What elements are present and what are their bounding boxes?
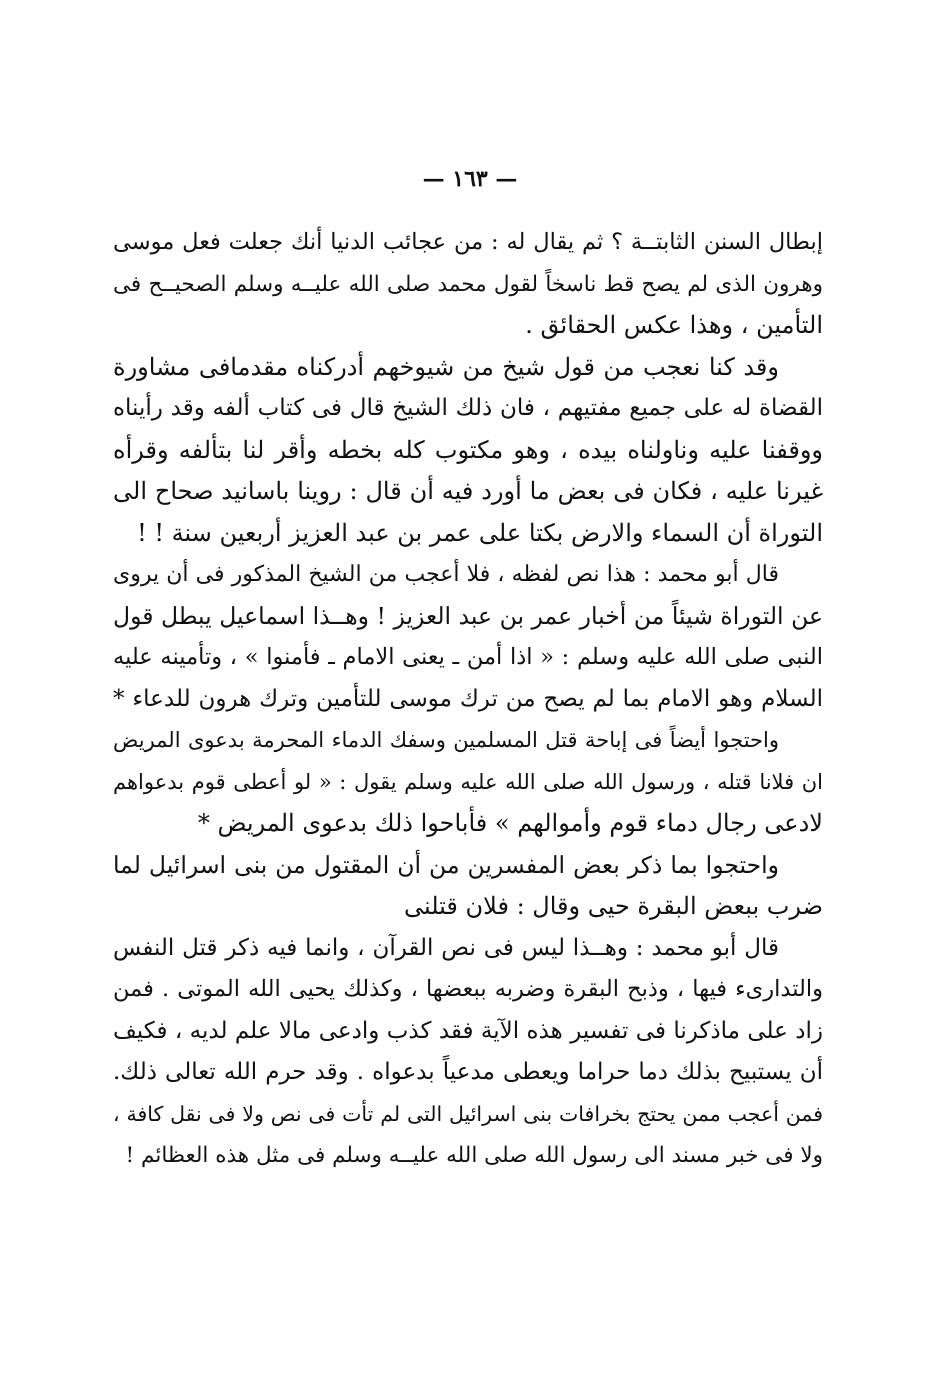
text-line: والتدارىء فيها ، وذبح البقرة وضربه ببعضها ، وكذلك يحيى الله الموتى . فمن xyxy=(113,976,823,1002)
text-line: ووقفنا عليه وناولناه بيده ، وهو مكتوب كله بخطه وأقر لنا بتألفه وقرأه xyxy=(113,435,823,464)
text-line: التوراة أن السماء والارض بكتا على عمر بن عبد العزيز أربعين سنة ! ! xyxy=(137,518,823,547)
text-line: عن التوراة شيئاً من أخبار عمر بن عبد العزيز ! وهــذا اسماعيل يبطل قول xyxy=(113,601,823,630)
text-line: قال أبو محمد : هذا نص لفظه ، فلا أعجب من الشيخ المذكور فى أن يروى xyxy=(113,562,779,587)
text-line: غيرنا عليه ، فكان فى بعض ما أورد فيه أن قال : روينا باسانيد صحاح الى xyxy=(113,477,823,505)
text-line: التأمين ، وهذا عكس الحقائق . xyxy=(525,311,823,339)
text-line: واحتجوا بما ذكر بعض المفسرين من أن المقتول من بنى اسرائيل لما xyxy=(113,850,779,879)
page-number: — ١٦٣ — xyxy=(422,166,518,192)
text-line: قال أبو محمد : وهــذا ليس فى نص القرآن ، وانما فيه ذكر قتل النفس xyxy=(113,934,779,961)
text-line: واحتجوا أيضاً فى إباحة قتل المسلمين وسفك الدماء المحرمة بدعوى المريض xyxy=(113,728,779,752)
text-line: وقد كنا نعجب من قول شيخ من شيوخهم أدركناه مقدمافى مشاورة xyxy=(113,352,779,381)
body-text xyxy=(113,222,823,1177)
text-line: وهرون الذى لم يصح قط ناسخاً لقول محمد صلى الله عليــه وسلم الصحيــح فى xyxy=(113,271,823,297)
text-line: السلام وهو الامام بما لم يصح من ترك موسى للتأمين وترك هرون للدعاء * xyxy=(113,685,823,712)
text-line: أن يستبيح بذلك دما حراما ويعطى مدعياً بدعواه . وقد حرم الله تعالى ذلك. xyxy=(113,1059,823,1085)
text-line: زاد على ماذكرنا فى تفسير هذه الآية فقد كذب وادعى مالا علم لديه ، فكيف xyxy=(113,1017,823,1044)
text-line: ان فلانا قتله ، ورسول الله صلى الله عليه وسلم يقول : « لو أعطى قوم بدعواهم xyxy=(113,769,823,794)
text-line: القضاة له على جميع مفتيهم ، فان ذلك الشيخ قال فى كتاب ألفه وقد رأيناه xyxy=(113,395,823,421)
text-line: ولا فى خبر مسند الى رسول الله صلى الله عليــه وسلم فى مثل هذه العظائم ! xyxy=(125,1143,823,1168)
text-line: فمن أعجب ممن يحتج بخرافات بنى اسرائيل التى لم تأت فى نص ولا فى نقل كافة ، xyxy=(113,1101,823,1126)
text-line: لادعى رجال دماء قوم وأموالهم » فأباحوا ذلك بدعوى المريض * xyxy=(197,809,823,837)
text-line: ضرب ببعض البقرة حيى وقال : فلان قتلنى xyxy=(403,892,823,920)
text-line: إبطال السنن الثابتــة ؟ ثم يقال له : من عجائب الدنيا أنك جعلت فعل موسى xyxy=(113,229,823,255)
text-line: النبى صلى الله عليه وسلم : « اذا أمن ـ يعنى الامام ـ فأمنوا » ، وتأمينه عليه xyxy=(113,644,823,670)
